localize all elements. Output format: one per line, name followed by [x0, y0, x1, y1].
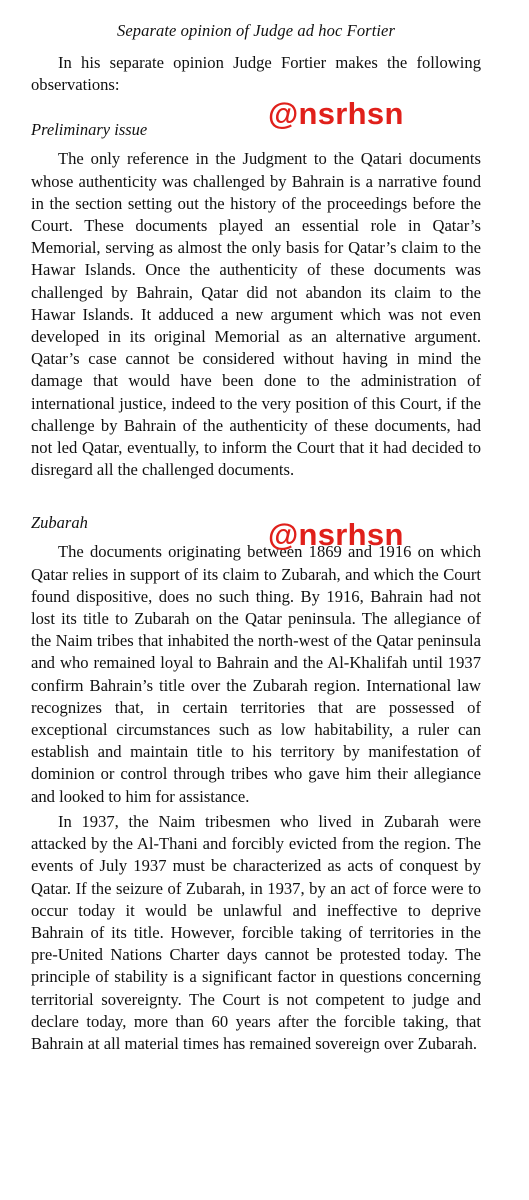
- intro-paragraph: In his separate opinion Judge Fortier makes the following observations:: [31, 53, 481, 95]
- watermark-top: @nsrhsn: [268, 96, 404, 131]
- paragraph-zubarah-2: In 1937, the Naim tribesmen who lived in Zubarah were attacked by the Al-Thani and forcibly evicted from the region. The events of July 1937 must be characterized as acts of conquest by Qatar. If the seizure of Zubarah, in 1937, by an act of force were to occur today it would be unlawful and ineffective to deprive Bahrain of its title. However, forcible taking of territories in the pre-United Nations Charter days cannot be protested today. The principle of stability is a significant factor in questions concerning territorial sovereignty. The Court is not competent to judge and declare today, more than 60 years after the forcible taking, that Bahrain at all material times has remained sovereign over Zubarah.: [31, 811, 481, 1053]
- section-title-zubarah: Zubarah: [31, 513, 88, 533]
- document-page: [31, 0, 481, 1055]
- paragraph-zubarah-1: The documents originating between 1869 and 1916 on which Qatar relies in support of its claim to Zubarah, and which the Court found dispositive, does no such thing. By 1916, Bahrain had not lost its title to Zubarah on the Qatar peninsula. The allegiance of the Naim tribes that inhabited the north-west of the Qatar peninsula and who remained loyal to Bahrain and the Al-Khalifah until 1937 confirm Bahrain’s title over the Zubarah region. International law recognizes that, in certain territories that are possessed of exceptional circumstances such as low habitability, a ruler can establish and maintain title to his territory by manifestation of dominion or control through tribes who gave him their allegiance and looked to him for assistance.: [31, 542, 481, 806]
- watermark-middle: @nsrhsn: [268, 517, 404, 552]
- paragraph-preliminary-issue: The only reference in the Judgment to the Qatari documents whose authenticity was challenged by Bahrain is a narrative found in the section setting out the history of the proceedings before the Court. These documents played an essential role in Qatar’s Memorial, serving as almost the only basis for Qatar’s claim to the Hawar Islands. Once the authenticity of these documents was challenged by Bahrain, Qatar did not abandon its claim to the Hawar Islands. It adduced a new argument which was not even developed in its original Memorial as an alternative argument. Qatar’s case cannot be considered without having in mind the damage that would have been done to the administration of international justice, indeed to the very position of this Court, if the challenge by Bahrain of the authenticity of these documents, had not led Qatar, eventually, to inform the Court that it had decided to disregard all the challenged documents.: [31, 149, 481, 480]
- document-heading: Separate opinion of Judge ad hoc Fortier: [116, 21, 396, 40]
- section-title-preliminary-issue: Preliminary issue: [31, 120, 148, 140]
